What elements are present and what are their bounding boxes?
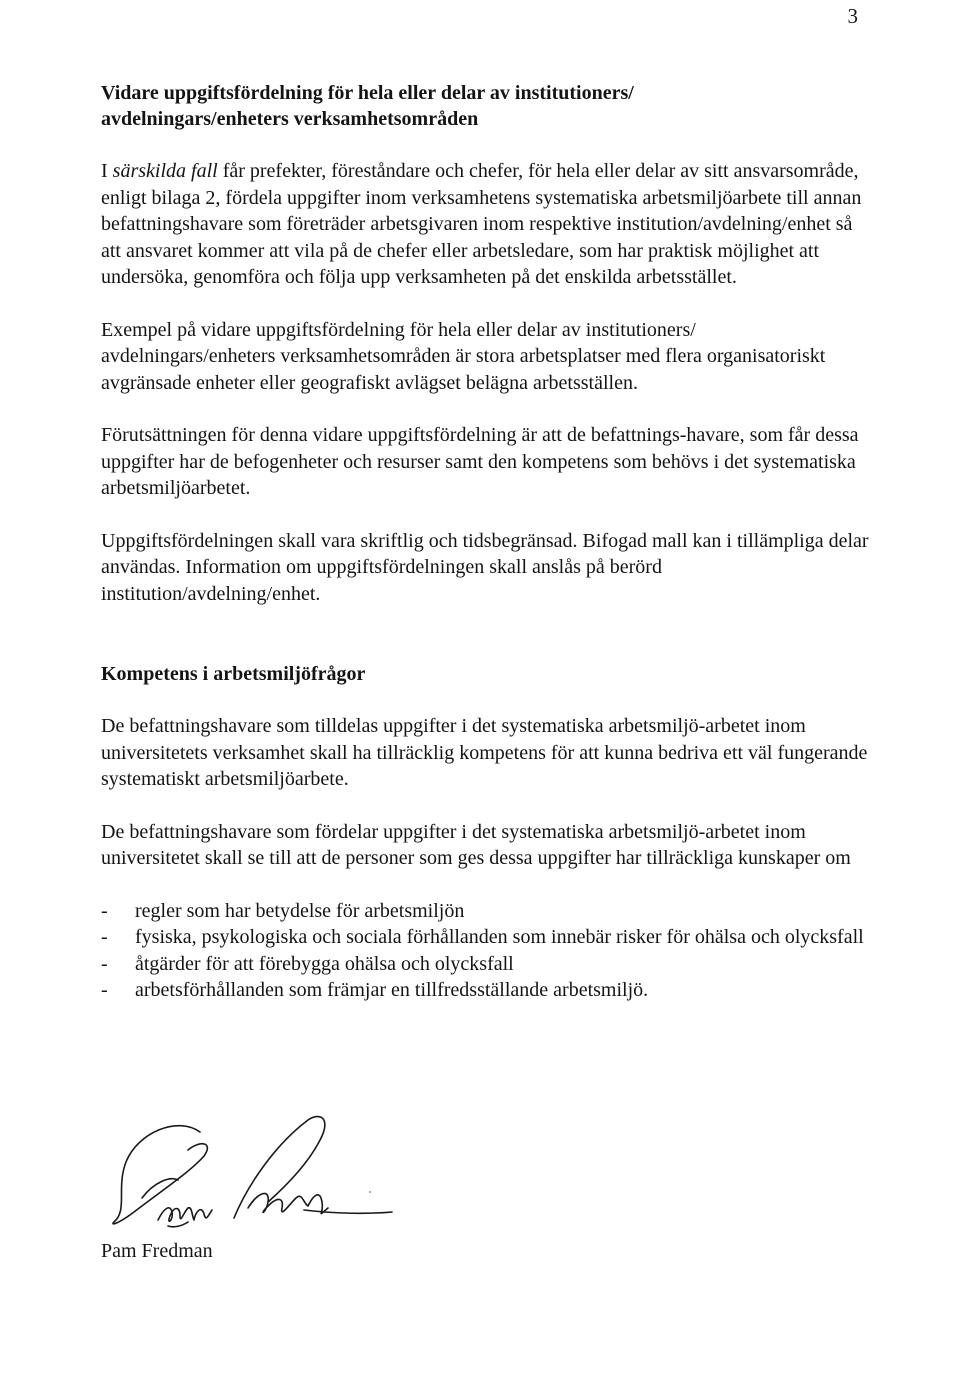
section-kompetens	[101, 661, 871, 1004]
document-body	[101, 80, 871, 1004]
paragraph-text: får prefekter, föreståndare och chefer, för hela eller delar av sitt ansvarsområde, enligt bilaga 2, fördela uppgifter inom verksamhetens systematiska arbetsmiljöarbete till annan befattningshavare som företräder arbetsgivaren inom respektive institution/avdelning/enhet så att ansvaret kommer att vila på de chefer eller arbetsledare, som har praktisk möjlighet att undersöka, genomföra och följa upp verksamheten på det enskilda arbetsstället.	[101, 160, 862, 288]
paragraph: Exempel på vidare uppgiftsfördelning för hela eller delar av institutioners/ avdelningars/enheters verksamhetsområden är stora arbetsplatser med flera organisatoriskt avgränsade enheter eller geografiskt avlägset belägna arbetsställen.	[101, 318, 826, 394]
paragraph: Uppgiftsfördelningen skall vara skriftlig och tidsbegränsad. Bifogad mall kan i tillämpliga delar användas. Information om uppgiftsfördelningen skall anslås på berörd institution/avdelning/enhet.	[101, 529, 869, 605]
heading-line-2: avdelningars/enheters verksamhetsområden	[101, 108, 479, 130]
signer-name: Pam Fredman	[101, 1240, 213, 1262]
list-item-text: åtgärder för att förebygga ohälsa och olycksfall	[135, 952, 514, 975]
section-heading: Kompetens i arbetsmiljöfrågor	[101, 663, 366, 685]
paragraph: Förutsättningen för denna vidare uppgiftsfördelning är att de befattnings-havare, som får dessa uppgifter har de befogenheter och resurser samt den kompetens som behövs i det systematiska arbetsmiljöarbetet.	[101, 424, 859, 499]
section-heading	[101, 80, 871, 132]
list-item	[101, 898, 871, 925]
list-item	[101, 924, 871, 951]
paragraph: De befattningshavare som fördelar uppgifter i det systematiska arbetsmiljö-arbetet inom universitetet skall se till att de personer som ges dessa uppgifter har tillräckliga kunskaper om	[101, 820, 851, 869]
list-item	[101, 977, 871, 1004]
paragraph-prefix: I	[101, 160, 113, 182]
list-item	[101, 951, 871, 978]
page-number: 3	[847, 4, 858, 28]
bullet-dash: -	[101, 952, 108, 975]
handwritten-signature	[108, 1110, 398, 1235]
section-uppgiftsfordelning	[101, 80, 871, 607]
bullet-dash: -	[101, 899, 108, 922]
bullet-dash: -	[101, 926, 108, 948]
list-item-text: fysiska, psykologiska och sociala förhållanden som innebär risker för ohälsa och olycksfall	[135, 926, 864, 948]
bullet-dash: -	[101, 979, 108, 1001]
list-item-text: arbetsförhållanden som främjar en tillfredsställande arbetsmiljö.	[135, 979, 649, 1001]
paragraph: De befattningshavare som tilldelas uppgifter i det systematiska arbetsmiljö-arbetet inom universitetets verksamhet skall ha tillräcklig kompetens för att kunna bedriva ett väl fungerande systematiskt arbetsmiljöarbete.	[101, 715, 868, 790]
list-item-text: regler som har betydelse för arbetsmiljön	[135, 899, 465, 922]
bullet-list	[101, 898, 871, 1004]
heading-line-1: Vidare uppgiftsfördelning för hela eller delar av institutioners/	[101, 82, 634, 104]
emphasis-text: särskilda fall	[112, 160, 218, 182]
paragraph	[101, 158, 871, 291]
